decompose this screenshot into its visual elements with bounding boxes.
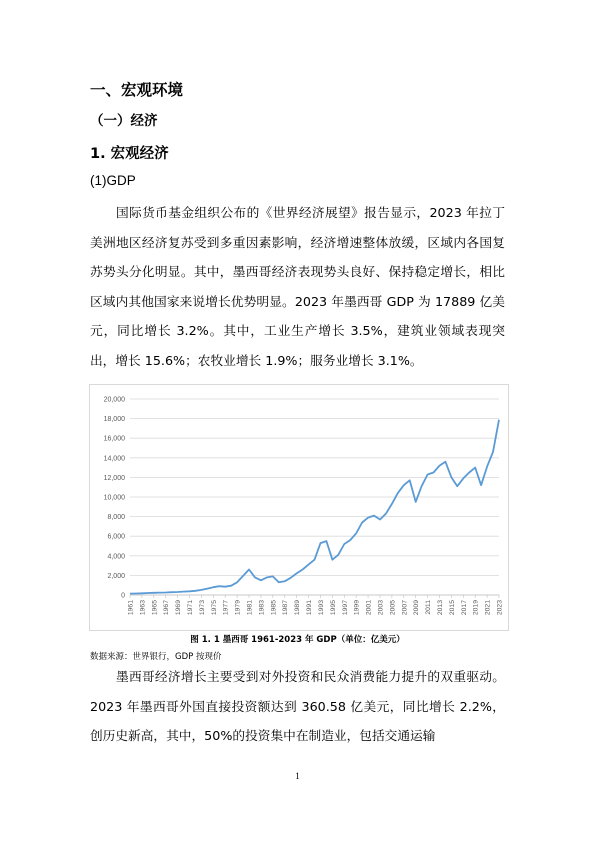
gdp-series-line bbox=[130, 420, 499, 594]
page-number: 1 bbox=[295, 771, 300, 781]
y-tick-label: 12,000 bbox=[103, 474, 125, 482]
x-tick-label: 1993 bbox=[317, 600, 325, 616]
x-tick-label: 2017 bbox=[460, 600, 468, 616]
gdp-heading: (1)GDP bbox=[90, 173, 136, 188]
y-tick-label: 20,000 bbox=[103, 396, 125, 404]
paragraph-investment bbox=[90, 662, 505, 751]
y-tick-label: 0 bbox=[121, 592, 125, 600]
y-tick-label: 8,000 bbox=[107, 514, 125, 522]
x-tick-label: 1983 bbox=[258, 600, 266, 616]
y-tick-label: 18,000 bbox=[103, 416, 125, 424]
x-tick-label: 1963 bbox=[139, 600, 147, 616]
x-tick-label: 1995 bbox=[329, 600, 337, 616]
x-tick-label: 1989 bbox=[294, 600, 302, 616]
x-tick-label: 1969 bbox=[175, 600, 183, 616]
data-source-note: 数据来源：世界银行，GDP 按现价 bbox=[90, 652, 222, 662]
gdp-line-chart bbox=[90, 385, 510, 632]
x-tick-label: 1967 bbox=[163, 600, 171, 616]
x-tick-label: 1961 bbox=[127, 600, 135, 616]
section-heading: 一、宏观环境 bbox=[90, 81, 184, 99]
x-tick-label: 2013 bbox=[436, 600, 444, 616]
paragraph-text: 墨西哥经济增长主要受到对外投资和民众消费能力提升的双重驱动。2023 年墨西哥外国直接投资额达到 360.58 亿美元，同比增长 2.2%，创历史新高，其中，50%的投资集中在制造业，包括交通运输 bbox=[90, 669, 505, 743]
x-tick-label: 2009 bbox=[413, 600, 421, 616]
y-tick-label: 10,000 bbox=[103, 494, 125, 502]
figure-caption: 图 1. 1 墨西哥 1961-2023 年 GDP（单位：亿美元） bbox=[190, 635, 405, 645]
x-tick-label: 1991 bbox=[306, 600, 314, 616]
x-tick-label: 2005 bbox=[389, 600, 397, 616]
subsubsection-heading: 1. 宏观经济 bbox=[90, 146, 169, 162]
y-tick-label: 6,000 bbox=[107, 533, 125, 541]
gdp-chart bbox=[89, 384, 509, 631]
x-tick-label: 2023 bbox=[496, 600, 504, 616]
x-tick-label: 1981 bbox=[246, 600, 254, 616]
x-tick-label: 1985 bbox=[270, 600, 278, 616]
x-tick-label: 1987 bbox=[282, 600, 290, 616]
x-tick-label: 2021 bbox=[484, 600, 492, 616]
y-tick-label: 4,000 bbox=[107, 553, 125, 561]
paragraph-text: 国际货币基金组织公布的《世界经济展望》报告显示，2023 年拉丁美洲地区经济复苏受到多重因素影响，经济增速整体放缓，区域内各国复苏势头分化明显。其中，墨西哥经济表现势头良好、保持稳定增长，相比区域内其他国家来说增长优势明显。2023 年墨西哥 GDP 为 17889 亿美元，同比增长 3.2%。其中，工业生产增长 3.5%，建筑业领域表现突出，增长 15.6%；农牧业增长 1.9%；服务业增长 3.1%。 bbox=[90, 205, 505, 368]
x-tick-label: 1973 bbox=[198, 600, 206, 616]
x-tick-label: 2015 bbox=[448, 600, 456, 616]
x-tick-label: 1975 bbox=[210, 600, 218, 616]
x-tick-label: 1999 bbox=[353, 600, 361, 616]
x-tick-label: 2007 bbox=[401, 600, 409, 616]
y-tick-label: 14,000 bbox=[103, 455, 125, 463]
x-tick-label: 1971 bbox=[187, 600, 195, 616]
y-tick-label: 16,000 bbox=[103, 435, 125, 443]
x-tick-label: 2019 bbox=[472, 600, 480, 616]
y-tick-label: 2,000 bbox=[107, 572, 125, 580]
x-tick-label: 2003 bbox=[377, 600, 385, 616]
x-tick-label: 2001 bbox=[365, 600, 373, 616]
x-tick-label: 2011 bbox=[425, 600, 433, 615]
subsection-heading: （一）经济 bbox=[90, 113, 158, 129]
x-tick-label: 1979 bbox=[234, 600, 242, 616]
paragraph-gdp-overview bbox=[90, 198, 505, 375]
x-tick-label: 1997 bbox=[341, 600, 349, 616]
x-tick-label: 1965 bbox=[151, 600, 159, 616]
x-tick-label: 1977 bbox=[222, 600, 230, 616]
